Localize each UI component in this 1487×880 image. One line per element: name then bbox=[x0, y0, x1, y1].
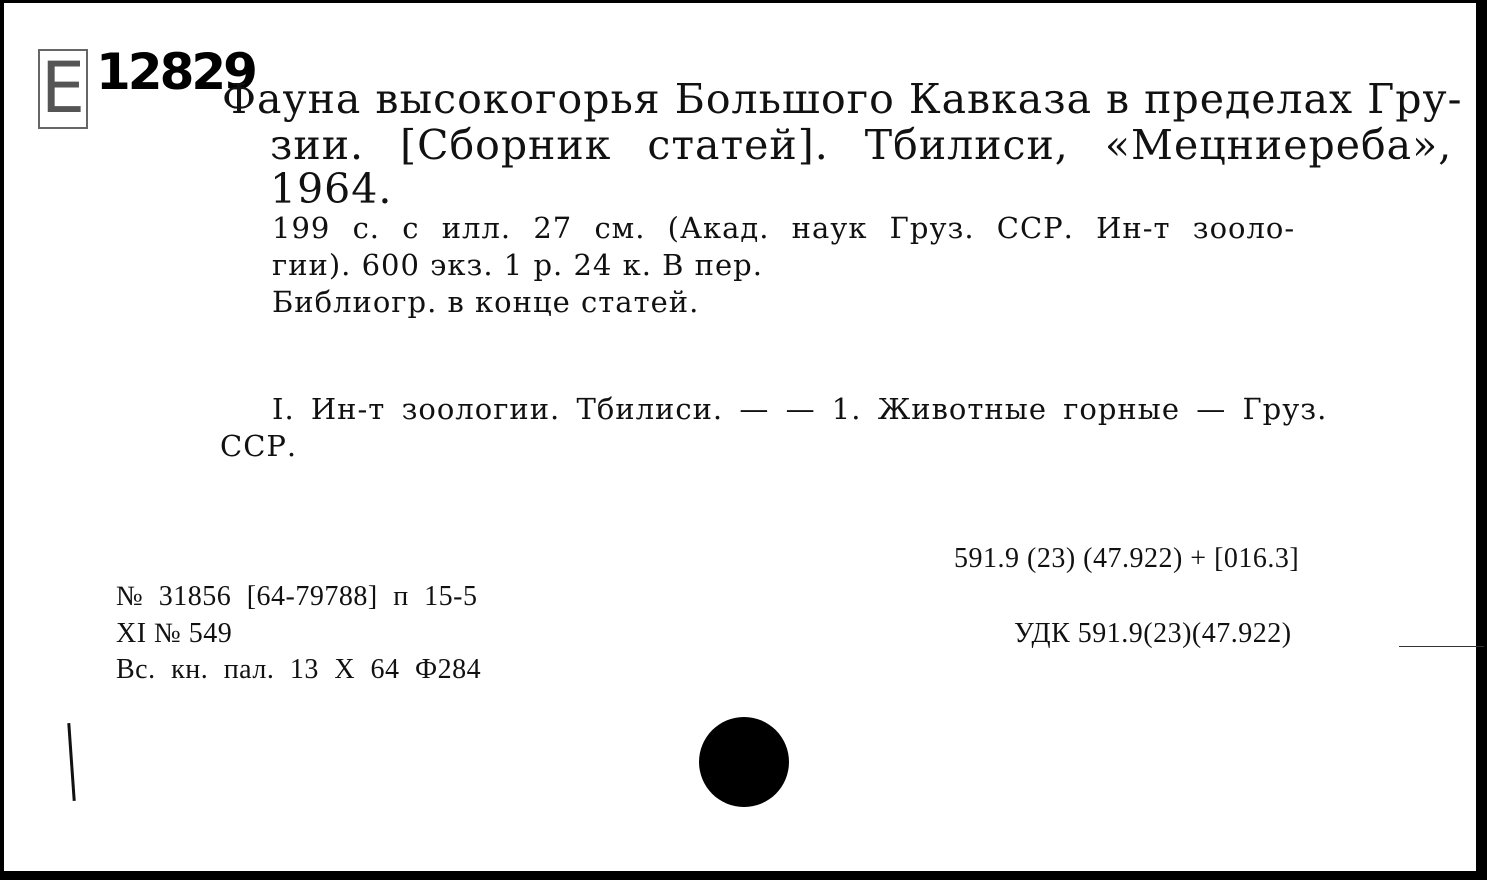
punch-hole bbox=[699, 717, 789, 807]
catalog-card bbox=[4, 3, 1476, 871]
stamp-letter: E bbox=[38, 49, 88, 129]
registration-line-2: XI № 549 bbox=[116, 618, 233, 649]
tracings-line-1: I. Ин-т зоологии. Тбилиси. — — 1. Животные горные — Груз. bbox=[272, 392, 1328, 426]
udk-index: УДК 591.9(23)(47.922) bbox=[1014, 618, 1292, 649]
registration-line-3: Вс. кн. пал. 13 X 64 Ф284 bbox=[116, 654, 482, 685]
registration-line-1: № 31856 [64-79788] п 15-5 bbox=[116, 581, 478, 612]
description-line-1: 199 с. с илл. 27 см. (Акад. наук Груз. ССР. Ин-т зооло- bbox=[272, 211, 1296, 245]
title-line-3: 1964. bbox=[270, 165, 393, 213]
bbk-index: 591.9 (23) (47.922) + [016.3] bbox=[954, 543, 1300, 574]
pencil-mark bbox=[67, 723, 75, 801]
tracings-line-2: ССР. bbox=[220, 429, 298, 463]
description-line-3: Библиогр. в конце статей. bbox=[272, 285, 700, 319]
handwritten-number: 12829 bbox=[96, 43, 255, 101]
title-line-2: зии. [Сборник статей]. Тбилиси, «Мецниереба», bbox=[270, 121, 1453, 169]
title-line-1: Фауна высокогорья Большого Кавказа в пределах Гру- bbox=[222, 75, 1463, 123]
dash-line bbox=[1399, 646, 1484, 647]
description-line-2: гии). 600 экз. 1 р. 24 к. В пер. bbox=[272, 248, 763, 282]
